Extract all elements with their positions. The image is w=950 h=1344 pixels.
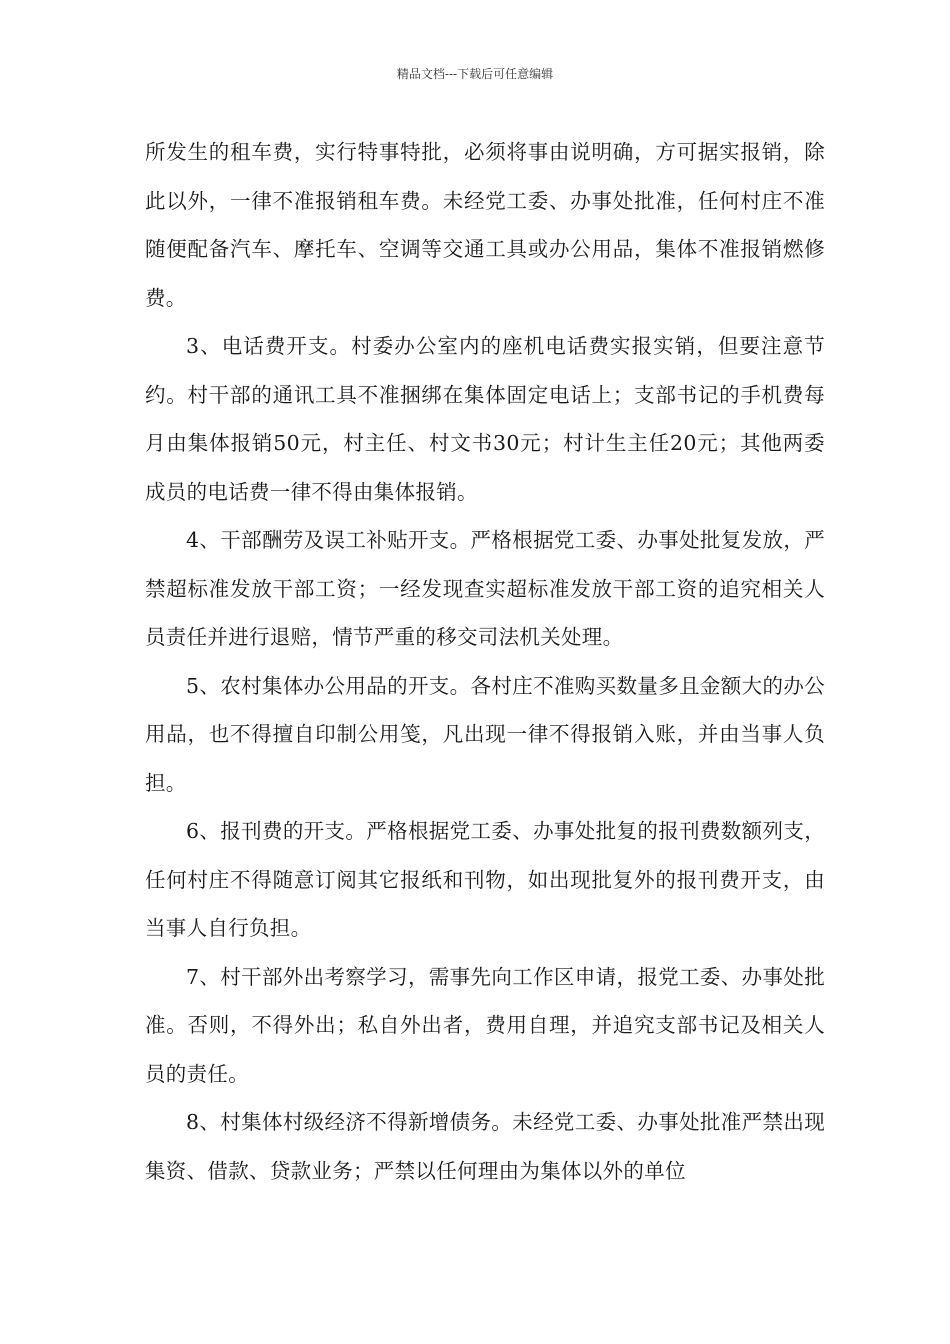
paragraph-newspaper-fees: 6、报刊费的开支。严格根据党工委、办事处批复的报刊费数额列支，任何村庄不得随意订阅其它报纸和刊物，如出现批复外的报刊费开支，由当事人自行负担。 [145, 819, 825, 940]
document-body [145, 128, 825, 1195]
paragraph-phone-fees: 3、电话费开支。村委办公室内的座机电话费实报实销，但要注意节约。村干部的通讯工具不准捆绑在集体固定电话上；支部书记的手机费每月由集体报销50元，村主任、村文书30元；村计生主任20元；其他两委成员的电话费一律不得由集体报销。 [145, 334, 825, 504]
page-header: 精品文档---下载后可任意编辑 [396, 67, 554, 81]
paragraph-rental-car: 所发生的租车费，实行特事特批，必须将事由说明确，方可据实报销，除此以外，一律不准报销租车费。未经党工委、办事处批准，任何村庄不准随便配备汽车、摩托车、空调等交通工具或办公用品，集体不准报销燃修费。 [145, 140, 825, 310]
paragraph-cadre-pay: 4、干部酬劳及误工补贴开支。严格根据党工委、办事处批复发放，严禁超标准发放干部工资；一经发现查实超标准发放干部工资的追究相关人员责任并进行退赔，情节严重的移交司法机关处理。 [145, 528, 825, 649]
paragraph-new-debt: 8、村集体村级经济不得新增债务。未经党工委、办事处批准严禁出现集资、借款、贷款业务；严禁以任何理由为集体以外的单位 [145, 1110, 825, 1183]
paragraph-study-trips: 7、村干部外出考察学习，需事先向工作区申请，报党工委、办事处批准。否则，不得外出；私自外出者，费用自理，并追究支部书记及相关人员的责任。 [145, 964, 825, 1086]
paragraph-office-supplies: 5、农村集体办公用品的开支。各村庄不准购买数量多且金额大的办公用品，也不得擅自印制公用笺，凡出现一律不得报销入账，并由当事人负担。 [145, 673, 825, 795]
